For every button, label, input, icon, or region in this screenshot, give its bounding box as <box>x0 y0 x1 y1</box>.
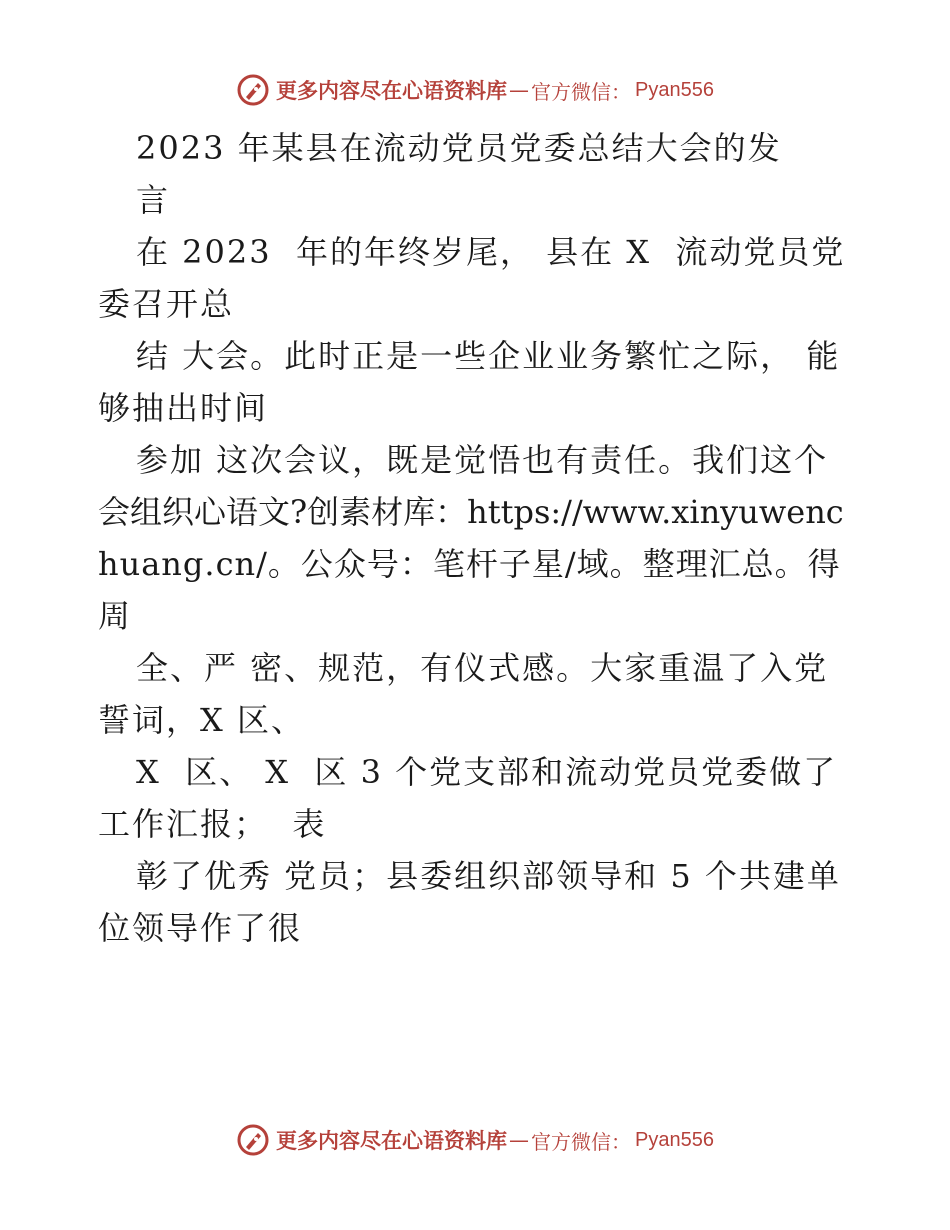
watermark-text: 更多内容尽在心语资料库 <box>276 1128 508 1153</box>
paragraph-line: 彰了优秀 党员；县委组织部领导和 5 个共建单 <box>136 857 841 895</box>
watermark-dash: — <box>509 78 530 102</box>
paragraph-line: 周 <box>98 597 133 635</box>
paragraph-line: 全、严 密、规范，有仪式感。大家重温了入党 <box>136 649 829 687</box>
title-line-2: 言 <box>136 181 171 219</box>
paragraph-line: 结 大会。此时正是一些企业业务繁忙之际， 能 <box>136 337 841 375</box>
paragraph-line: huang.cn/。公众号：笔杆子星/域。整理汇总。得 <box>98 545 841 583</box>
paragraph-line: 够抽出时间 <box>98 389 269 427</box>
paragraph-line: 誓词，X 区、 <box>98 701 305 739</box>
watermark-dash: — <box>509 1128 530 1152</box>
watermark-wechat-id: Pyan556 <box>635 1128 714 1151</box>
pen-nib-icon <box>236 73 270 107</box>
paragraph-line: 会组织心语文?创素材库：https://www.xinyuwenc <box>98 493 844 531</box>
watermark-wechat-label: 官方微信： <box>531 1129 632 1154</box>
paragraph-line: 工作汇报； 表 <box>98 805 327 843</box>
paragraph-line: X 区、 X 区 3 个党支部和流动党员党委做了 <box>136 753 838 791</box>
title-line-1: 2023 年某县在流动党员党委总结大会的发 <box>136 129 782 167</box>
watermark-footer <box>0 1120 950 1160</box>
paragraph-line: 参加 这次会议，既是觉悟也有责任。我们这个 <box>136 441 829 479</box>
paragraph-line: 委召开总 <box>98 285 235 323</box>
pen-nib-icon <box>236 1123 270 1157</box>
watermark-text: 更多内容尽在心语资料库 <box>276 78 508 103</box>
watermark-wechat-id: Pyan556 <box>635 78 714 101</box>
document-body <box>98 122 850 954</box>
watermark-wechat-label: 官方微信： <box>531 79 632 104</box>
paragraph-line: 位领导作了很 <box>98 909 303 947</box>
paragraph-line: 在 2023 年的年终岁尾， 县在 X 流动党员党 <box>136 233 846 271</box>
watermark-header <box>0 70 950 110</box>
